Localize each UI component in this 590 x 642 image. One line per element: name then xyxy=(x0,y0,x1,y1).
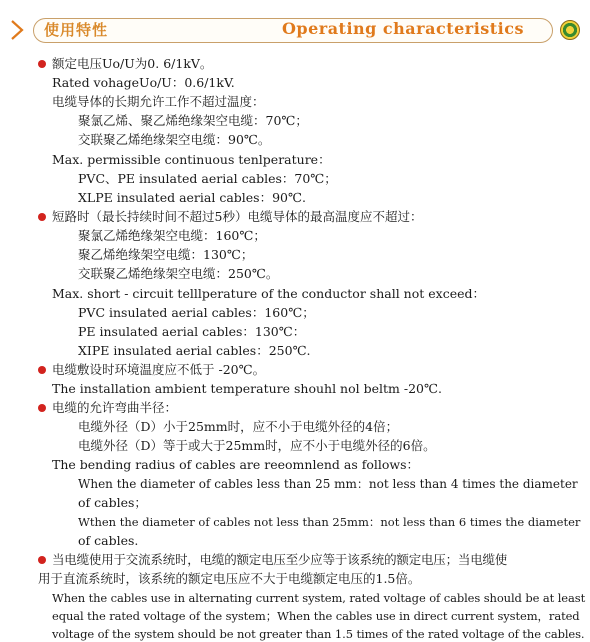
bullet-icon xyxy=(38,366,46,374)
text-line: XIPE insulated aerial cables：250℃. xyxy=(78,343,311,358)
section-title-en: Operating characteristics xyxy=(281,19,524,38)
text-line: 电缆外径（D）等于或大于25mm时，应不小于电缆外径的6倍。 xyxy=(78,438,436,453)
text-line: PVC、PE insulated aerial cables：70℃； xyxy=(78,171,337,186)
text-line: Wthen the diameter of cables not less than 25mm：not less than 6 times the diameter xyxy=(78,515,581,529)
text-line: 电缆敷设时环境温度应不低于 -20℃。 xyxy=(52,362,266,377)
text-line: 电缆外径（D）小于25mm时，应不小于电缆外径的4倍； xyxy=(78,419,399,434)
text-line: 用于直流系统时，该系统的额定电压应不大于电缆额定电压的1.5倍。 xyxy=(38,571,421,586)
chevron-right-icon xyxy=(8,18,26,42)
text-line: Rated vohageUo/U：0.6/1kV. xyxy=(52,75,235,90)
text-line: 交联聚乙烯绝缘架空电缆：90℃。 xyxy=(78,132,271,147)
text-line: 电缆导体的长期允许工作不超过温度： xyxy=(52,94,265,109)
text-line: of cables； xyxy=(78,495,147,510)
text-line: PVC insulated aerial cables：160℃； xyxy=(78,305,315,320)
text-line: When the diameter of cables less than 25 mm：not less than 4 times the diameter xyxy=(78,477,578,491)
text-line: 交联聚乙烯绝缘架空电缆：250℃。 xyxy=(78,266,279,281)
text-line: equal the rated voltage of the system；When the cables use in direct current system，rated xyxy=(52,609,580,623)
section-title-cn: 使用特性 xyxy=(44,21,109,39)
text-line: voltage of the system should be not greater than 1.5 times of the rated voltage of the cables. xyxy=(52,627,585,641)
bullet-icon xyxy=(38,404,46,412)
text-line: 聚氯乙烯绝缘架空电缆：160℃； xyxy=(78,228,266,243)
text-line: 聚氯乙烯、聚乙烯绝缘架空电缆：70℃； xyxy=(78,113,308,128)
bullet-icon xyxy=(38,556,46,564)
emblem-icon xyxy=(560,20,580,40)
text-line: of cables. xyxy=(78,533,139,548)
text-line: The installation ambient temperature shouhl nol beltm -20℃. xyxy=(52,381,442,396)
text-line: 额定电压Uo/U为0. 6/1kV。 xyxy=(52,56,213,71)
text-line: The bending radius of cables are reeomnlend as follows： xyxy=(52,457,420,472)
section-header xyxy=(0,15,590,47)
text-line: 短路时（最长持续时间不超过5秒）电缆导体的最高温度应不超过： xyxy=(52,209,423,224)
bullet-icon xyxy=(38,60,46,68)
text-line: XLPE insulated aerial cables：90℃. xyxy=(78,190,306,205)
text-line: Max. permissible continuous tenlperature： xyxy=(52,152,331,167)
bullet-icon xyxy=(38,213,46,221)
text-line: When the cables use in alternating current system, rated voltage of cables should be at least xyxy=(52,591,586,605)
text-line: PE insulated aerial cables：130℃： xyxy=(78,324,306,339)
text-line: 当电缆使用于交流系统时，电缆的额定电压至少应等于该系统的额定电压；当电缆使 xyxy=(52,552,508,567)
text-line: 聚乙烯绝缘架空电缆：130℃； xyxy=(78,247,254,262)
text-line: 电缆的允许弯曲半径： xyxy=(52,400,178,415)
text-line: Max. short - circuit telllperature of the conductor shall not exceed： xyxy=(52,286,485,301)
